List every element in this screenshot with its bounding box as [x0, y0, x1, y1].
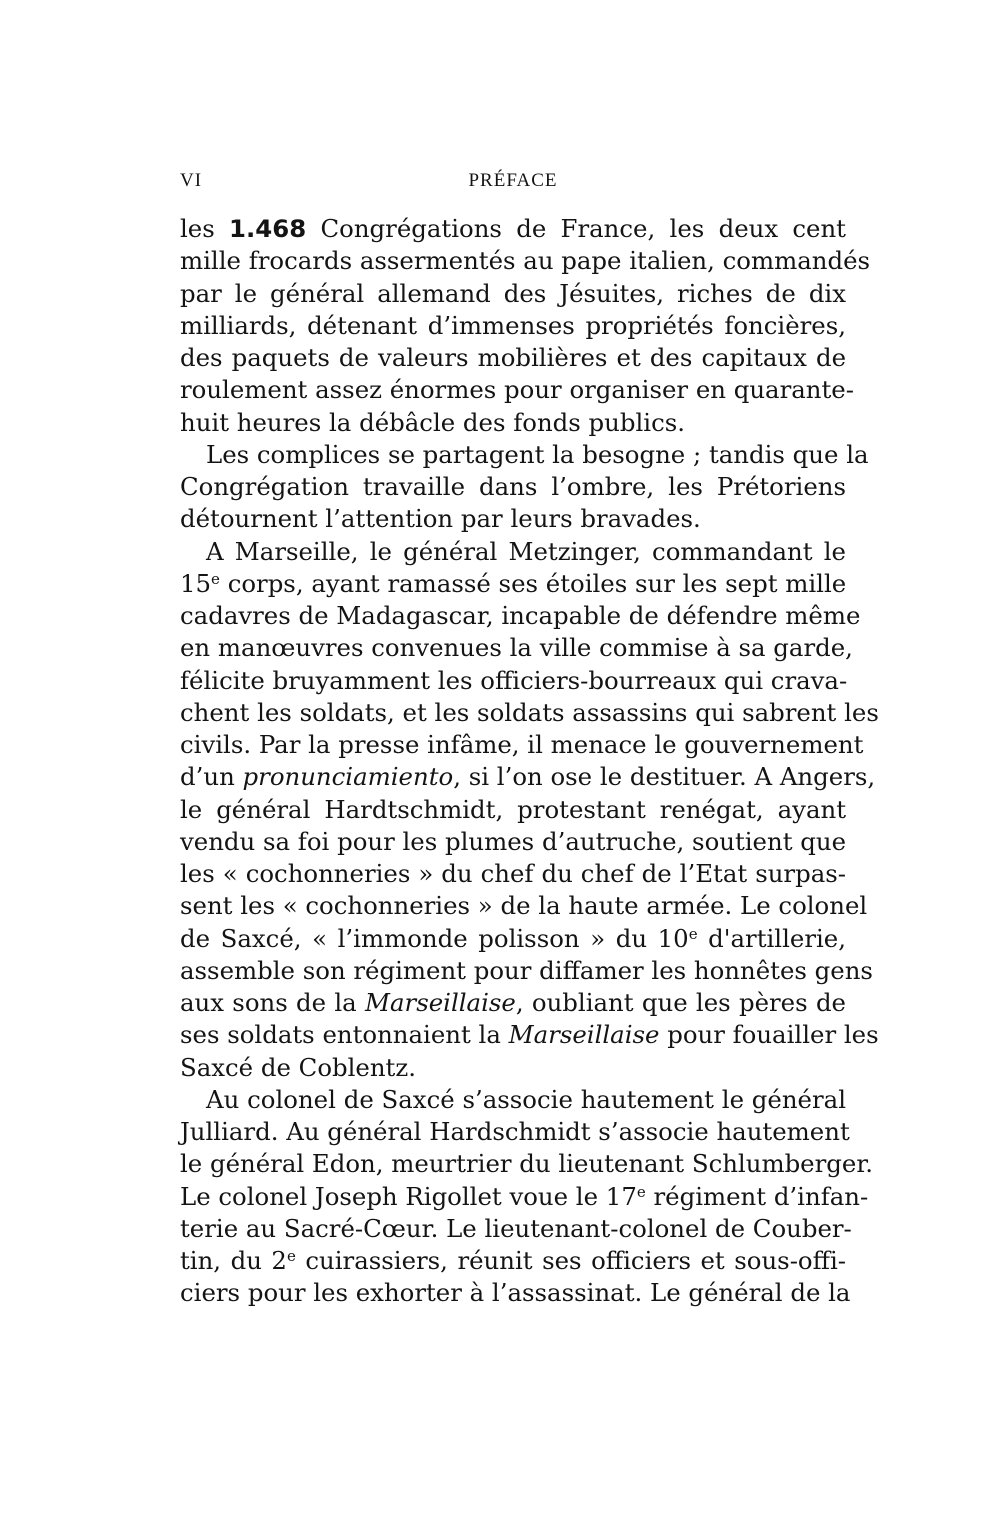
text-run: vendu sa foi pour les plumes d’autruche, soutient que	[180, 826, 847, 856]
bold-number: 1.468	[229, 214, 307, 243]
text-line	[180, 665, 846, 697]
text-run: huit heures la débâcle des fonds publics.	[180, 407, 686, 437]
text-line	[180, 632, 853, 664]
text-run: terie au Sacré-Cœur. Le lieutenant-colonel de Couber-	[180, 1213, 852, 1243]
text-run: Les complices se partagent la besogne ; tandis que la	[206, 439, 869, 469]
text-line	[180, 1052, 846, 1084]
text-run: le général Edon, meurtrier du lieutenant Schlumberger.	[180, 1149, 874, 1179]
text-run: Le colonel Joseph Rigollet voue le 17	[180, 1181, 637, 1211]
text-line	[180, 955, 873, 987]
superscript: e	[211, 569, 220, 588]
text-run: des paquets de valeurs mobilières et des capitaux de	[180, 343, 846, 372]
text-run: Congrégation travaille dans l’ombre, les Prétoriens	[180, 472, 846, 501]
text-line	[180, 858, 846, 890]
text-run: par le général allemand des Jésuites, riches de dix	[180, 278, 846, 308]
text-run: en manœuvres convenues la ville commise à sa garde,	[180, 633, 853, 663]
italic-text: Marseillaise	[365, 988, 516, 1017]
text-line	[180, 600, 861, 632]
text-run: mille frocards assermentés au pape italien, commandés	[180, 246, 871, 276]
running-head	[180, 170, 846, 198]
superscript: e	[636, 1182, 646, 1201]
text-line	[180, 1084, 846, 1116]
text-run: , si l’on ose le destituer. A Angers,	[453, 762, 876, 792]
running-title: PRÉFACE	[468, 170, 558, 191]
text-line	[180, 278, 846, 310]
text-run: régiment d’infan-	[645, 1181, 869, 1211]
text-line	[180, 923, 846, 955]
text-line	[180, 1181, 869, 1213]
body-text	[180, 213, 879, 1310]
text-line	[180, 729, 864, 761]
text-run: civils. Par la presse infâme, il menace le gouvernement	[180, 730, 864, 759]
text-run: , oubliant que les pères de	[515, 988, 846, 1017]
text-line	[180, 1245, 846, 1277]
superscript: e	[286, 1247, 296, 1265]
text-run: ciers pour les exhorter à l’assassinat. Le général de la	[180, 1278, 851, 1308]
text-run: le général Hardtschmidt, protestant renégat, ayant	[180, 794, 846, 824]
text-run: tin, du 2	[180, 1246, 287, 1275]
text-run: les « cochonneries » du chef du chef de l’Etat surpas-	[180, 859, 846, 888]
text-run: roulement assez énormes pour organiser en quarante-	[180, 375, 854, 405]
text-run: chent les soldats, et les soldats assassins qui sabrent les	[180, 697, 879, 727]
text-line	[180, 1277, 851, 1309]
text-run: Saxcé de Coblentz.	[180, 1052, 416, 1082]
text-line	[180, 826, 846, 858]
text-line	[180, 1019, 879, 1051]
text-line	[180, 439, 869, 471]
superscript: e	[688, 924, 698, 943]
text-line	[180, 568, 846, 600]
italic-text: pronunciamiento	[242, 762, 454, 792]
text-run: de Saxcé, « l’immonde polisson » du 10	[180, 923, 689, 953]
text-line	[180, 1116, 850, 1148]
text-run: Au colonel de Saxcé s’associe hautement le général	[206, 1084, 846, 1114]
text-run: cadavres de Madagascar, incapable de défendre même	[180, 601, 861, 630]
text-run: A Marseille, le général Metzinger, commandant le	[206, 536, 846, 566]
text-line	[180, 503, 846, 535]
text-run: Congrégations de France, les deux cent	[306, 214, 846, 243]
text-run: 15	[180, 568, 212, 598]
text-line	[180, 761, 876, 793]
page-number: VI	[180, 170, 203, 191]
text-line	[180, 794, 846, 826]
text-line	[180, 890, 868, 922]
text-run: pour fouailler les	[659, 1020, 879, 1050]
text-line	[180, 407, 846, 439]
text-line	[180, 310, 846, 342]
text-line	[180, 213, 846, 245]
text-line	[180, 536, 846, 568]
text-line	[180, 245, 871, 277]
text-run: ses soldats entonnaient la	[180, 1020, 509, 1050]
text-run: sent les « cochonneries » de la haute armée. Le colonel	[180, 891, 868, 921]
text-run: aux sons de la	[180, 988, 366, 1017]
italic-text: Marseillaise	[508, 1020, 660, 1050]
text-line	[180, 987, 846, 1019]
text-run: d'artillerie,	[697, 923, 846, 953]
text-line	[180, 697, 879, 729]
text-run: détournent l’attention par leurs bravades.	[180, 504, 701, 534]
text-line	[180, 342, 846, 374]
text-line	[180, 1213, 852, 1245]
text-run: félicite bruyamment les officiers-bourreaux qui crava-	[180, 665, 848, 695]
text-line	[180, 471, 846, 503]
text-run: assemble son régiment pour diffamer les honnêtes gens	[180, 955, 873, 985]
text-run: les	[180, 214, 230, 243]
text-line	[180, 1148, 874, 1180]
text-run: Julliard. Au général Hardschmidt s’associe hautement	[180, 1117, 850, 1146]
text-run: d’un	[180, 762, 243, 792]
text-run: cuirassiers, réunit ses officiers et sous-offi-	[295, 1246, 846, 1275]
text-line	[180, 374, 854, 406]
text-run: corps, ayant ramassé ses étoiles sur les sept mille	[219, 568, 847, 598]
text-run: milliards, détenant d’immenses propriétés foncières,	[180, 310, 846, 340]
